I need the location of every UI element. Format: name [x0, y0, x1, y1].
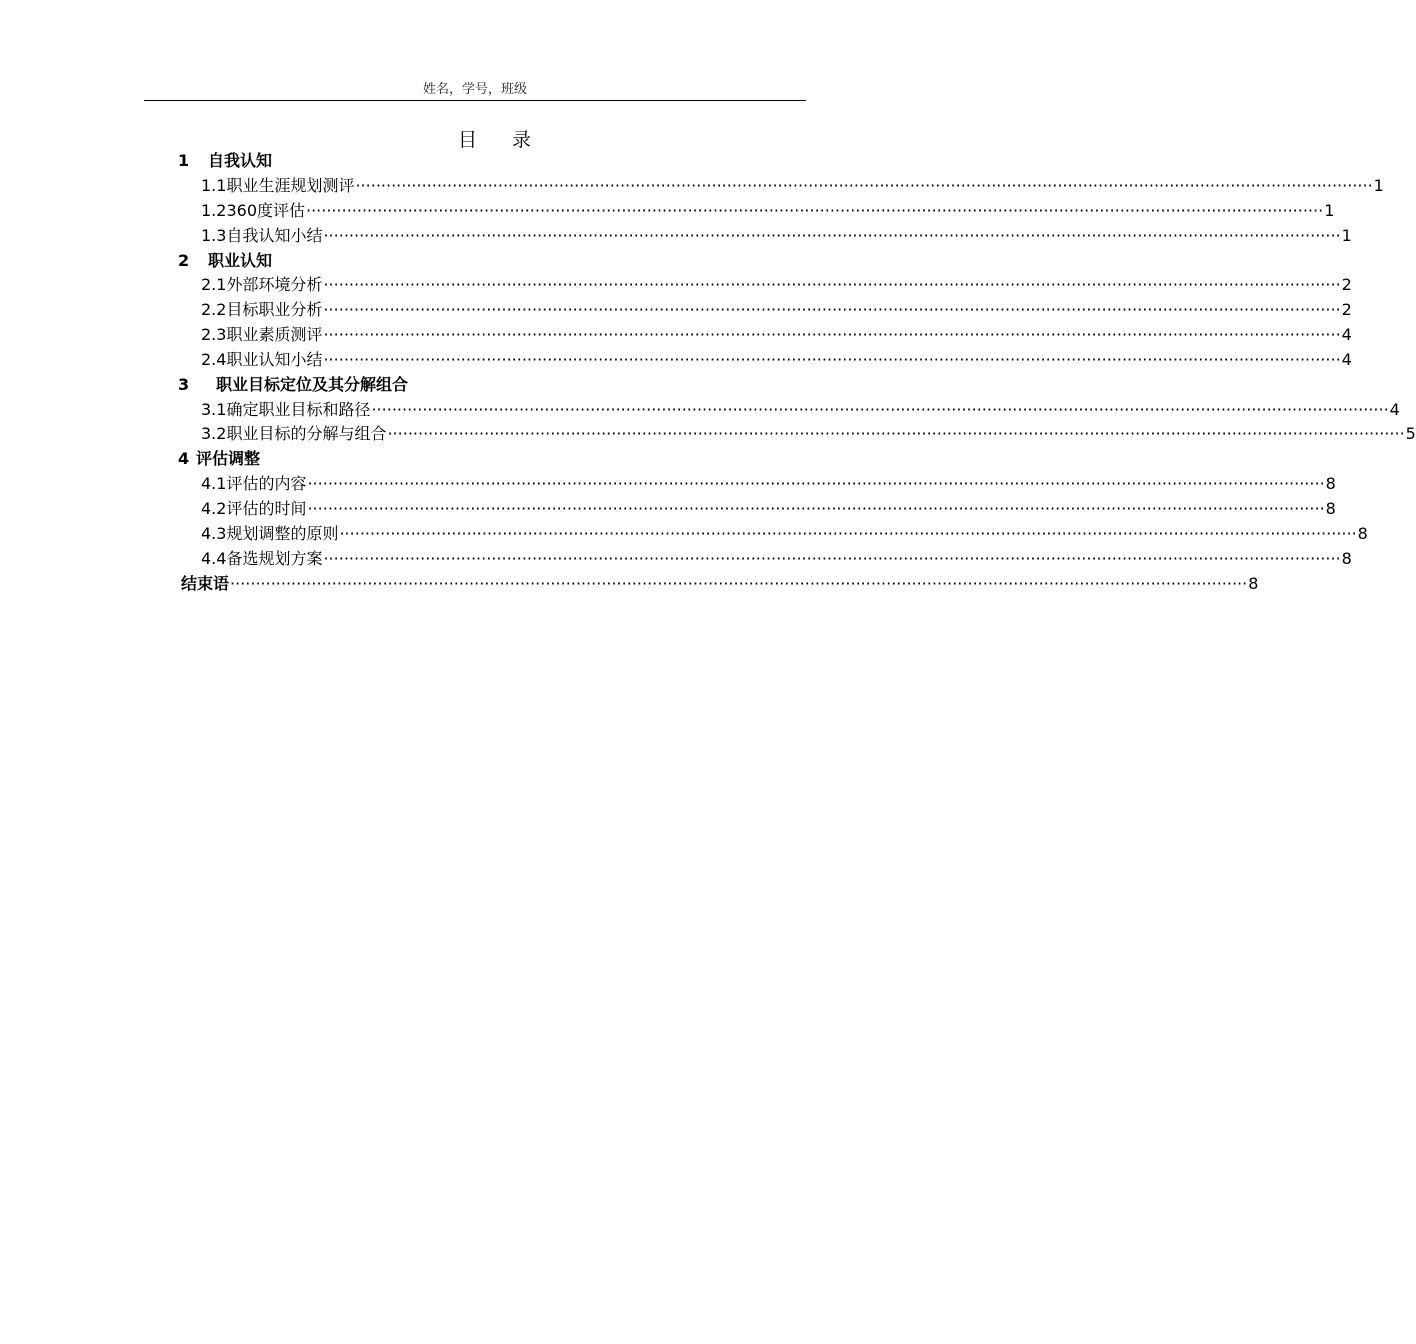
leader-dots: ········································································································································································································ — [306, 201, 1324, 220]
toc-entry-conclusion[interactable]: 结束语 ········································································································································································································ 8 — [181, 574, 1259, 593]
toc-heading-1[interactable]: 1 自我认知 — [178, 151, 273, 170]
leader-dots: ········································································································································································································ — [307, 499, 1325, 518]
toc-entry-1-1[interactable]: 1.1 职业生涯规划测评 ········································································································································································································ 1 — [201, 176, 1384, 195]
toc-entry-1-3[interactable]: 1.3 自我认知小结 ········································································································································································································ 1 — [201, 226, 1352, 245]
toc-entry-2-3[interactable]: 2.3 职业素质测评 ········································································································································································································ 4 — [201, 325, 1352, 344]
leader-dots: ········································································································································································································ — [307, 474, 1325, 493]
toc-entry-2-2[interactable]: 2.2 目标职业分析 ········································································································································································································ 2 — [201, 300, 1352, 319]
toc-entry-4-1[interactable]: 4.1 评估的内容 ········································································································································································································ 8 — [201, 474, 1336, 493]
leader-dots: ········································································································································································································ — [230, 574, 1248, 593]
leader-dots: ········································································································································································································ — [323, 300, 1341, 319]
toc-entry-4-3[interactable]: 4.3 规划调整的原则 ········································································································································································································ 8 — [201, 524, 1368, 543]
leader-dots: ········································································································································································································ — [323, 549, 1341, 568]
leader-dots: ········································································································································································································ — [355, 176, 1373, 195]
toc-title-left: 目 — [457, 129, 478, 151]
toc-heading-4[interactable]: 4 评估调整 — [178, 449, 261, 468]
toc-entry-1-2[interactable]: 1.2 360度评估 ········································································································································································································ 1 — [201, 201, 1335, 220]
toc-title-right: 录 — [512, 129, 533, 151]
toc-heading-3[interactable]: 3 职业目标定位及其分解组合 — [178, 375, 409, 394]
toc-entry-3-1[interactable]: 3.1 确定职业目标和路径 ········································································································································································································ 4 — [201, 400, 1400, 419]
leader-dots: ········································································································································································································ — [371, 400, 1389, 419]
toc-entry-2-1[interactable]: 2.1 外部环境分析 ········································································································································································································ 2 — [201, 275, 1352, 294]
toc-entry-4-2[interactable]: 4.2 评估的时间 ········································································································································································································ 8 — [201, 499, 1336, 518]
header-rule — [144, 100, 806, 101]
toc-heading-2[interactable]: 2 职业认知 — [178, 251, 273, 270]
toc-entry-3-2[interactable]: 3.2 职业目标的分解与组合 ········································································································································································································ 5 — [201, 424, 1416, 443]
leader-dots: ········································································································································································································ — [387, 424, 1405, 443]
leader-dots: ········································································································································································································ — [339, 524, 1357, 543]
leader-dots: ········································································································································································································ — [323, 275, 1341, 294]
toc-title — [400, 125, 590, 152]
leader-dots: ········································································································································································································ — [323, 226, 1341, 245]
leader-dots: ········································································································································································································ — [323, 350, 1341, 369]
page-header: 姓名，学号，班级 — [422, 82, 527, 97]
toc-entry-4-4[interactable]: 4.4 备选规划方案 ········································································································································································································ 8 — [201, 549, 1352, 568]
leader-dots: ········································································································································································································ — [323, 325, 1341, 344]
toc-entry-2-4[interactable]: 2.4 职业认知小结 ········································································································································································································ 4 — [201, 350, 1352, 369]
